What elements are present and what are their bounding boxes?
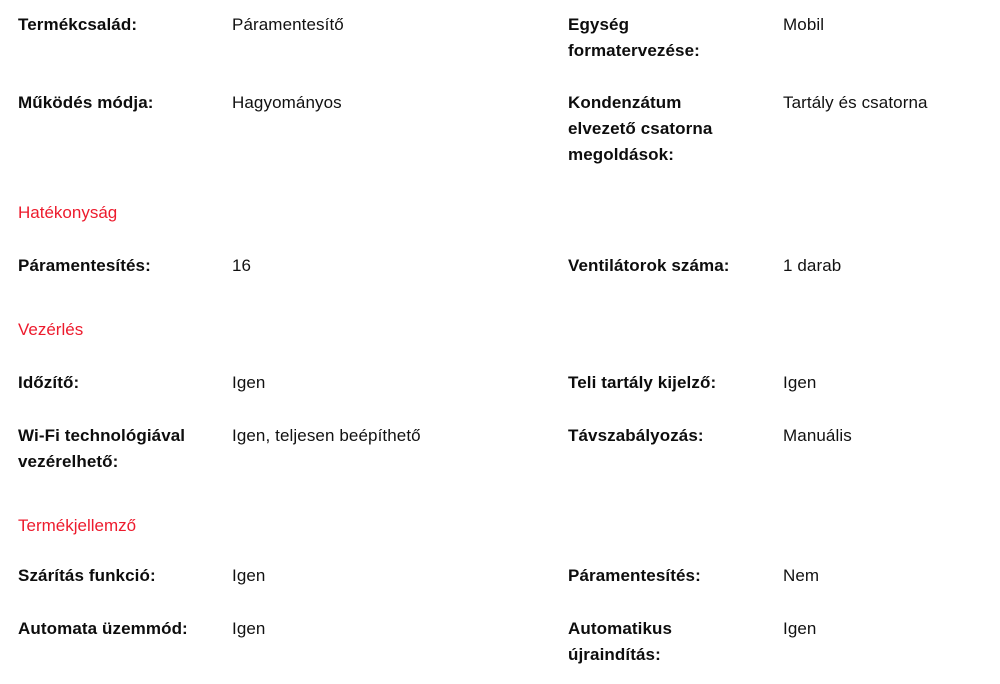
spec-row <box>18 423 1000 475</box>
spec-value: Igen <box>783 619 817 638</box>
spec-value: Igen <box>232 619 266 638</box>
spec-label: Ventilátorok száma: <box>568 256 730 275</box>
section-header-termekjellemzo: Termékjellemző <box>18 516 137 535</box>
section-header-hatekonysag: Hatékonyság <box>18 203 118 222</box>
spec-row <box>18 370 1000 396</box>
spec-value: Páramentesítő <box>232 15 344 34</box>
spec-row <box>18 12 1000 64</box>
spec-label: Termékcsalád: <box>18 15 138 34</box>
spec-value: Nem <box>783 566 820 585</box>
spec-row <box>18 90 1000 168</box>
spec-label: Kondenzátum elvezető csatorna megoldások: <box>568 93 713 164</box>
spec-label: Időzítő: <box>18 373 80 392</box>
spec-value: Tartály és csatorna <box>783 93 928 112</box>
spec-value: Mobil <box>783 15 825 34</box>
spec-value: Igen <box>232 566 266 585</box>
spec-label: Páramentesítés: <box>18 256 151 275</box>
spec-row <box>18 616 1000 668</box>
spec-row <box>18 253 1000 279</box>
spec-label: Működés módja: <box>18 93 154 112</box>
spec-label: Távszabályozás: <box>568 426 704 445</box>
spec-row <box>18 563 1000 589</box>
section-header-vezerles: Vezérlés <box>18 320 84 339</box>
spec-value: Igen, teljesen beépíthető <box>232 426 421 445</box>
spec-label: Automatikus újraindítás: <box>568 619 673 664</box>
spec-value: 16 <box>232 256 252 275</box>
spec-label: Automata üzemmód: <box>18 619 188 638</box>
spec-value: 1 darab <box>783 256 842 275</box>
spec-value: Igen <box>232 373 266 392</box>
spec-label: Szárítás funkció: <box>18 566 156 585</box>
spec-value: Manuális <box>783 426 852 445</box>
spec-label: Wi-Fi technológiával vezérelhető: <box>18 426 186 471</box>
spec-value: Igen <box>783 373 817 392</box>
spec-label: Egység formatervezése: <box>568 15 700 60</box>
spec-label: Páramentesítés: <box>568 566 701 585</box>
spec-value: Hagyományos <box>232 93 342 112</box>
spec-label: Teli tartály kijelző: <box>568 373 717 392</box>
